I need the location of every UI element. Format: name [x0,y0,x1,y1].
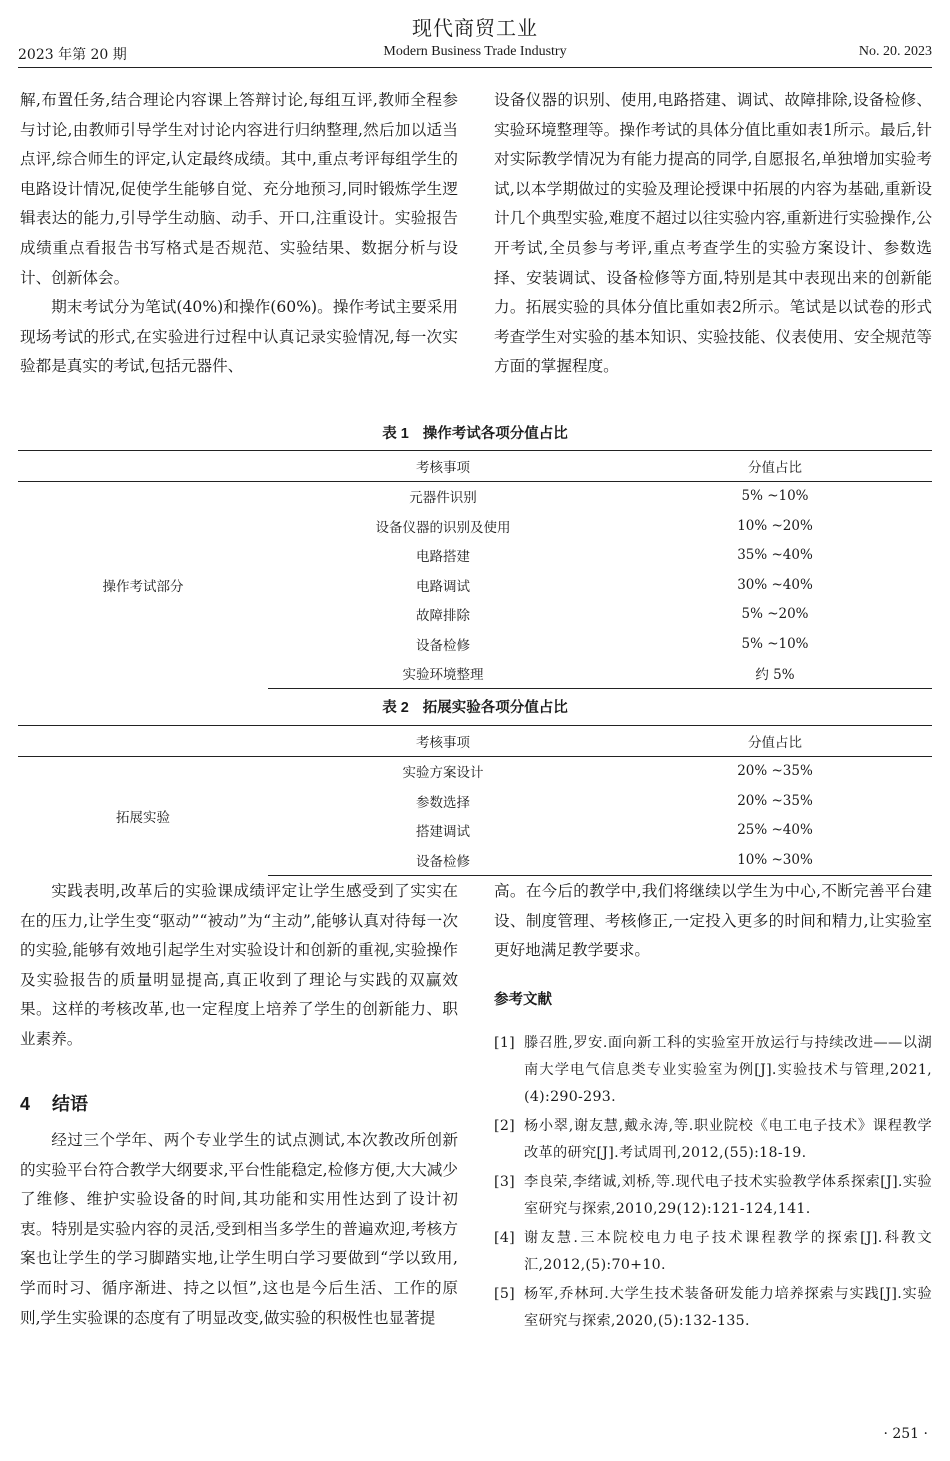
top-right-column [494,86,932,382]
table-cell-item: 元器件识别 [409,490,477,507]
reference-text: 杨小翠,谢友慧,戴永涛,等.职业院校《电工电子技术》课程教学改革的研究[J].考试周刊,2012,(55):18-19. [524,1118,932,1161]
table-cell-share: 10% ~20% [737,517,813,534]
paragraph: 设备仪器的识别、使用,电路搭建、调试、故障排除,设备检修、实验环境整理等。操作考试的具体分值比重如表1所示。最后,针对实际教学情况为有能力提高的同学,自愿报名,单独增加实验考试,以本学期做过的实验及理论授课中拓展的内容为基础,重新设计几个典型实验,难度不超过以往实验内容,重新进行实验操作,公开考试,全员参与考评,重点考查学生的实验方案设计、参数选择、安装调试、设备检修等方面,特别是其中表现出来的创新能力。拓展实验的具体分值比重如表2所示。笔试是以试卷的形式考查学生对实验的基本知识、实验技能、仪表使用、安全规范等方面的掌握程度。 [494,91,932,376]
table-group-label: 拓展实验 [116,809,170,826]
reference-number: [5] [494,1286,515,1302]
table-cell-share: 35% ~40% [737,547,813,564]
paragraph: 解,布置任务,结合理论内容课上答辩讨论,每组互评,教师全程参与讨论,由教师引导学生对讨论内容进行归纳整理,然后加以适当点评,综合师生的评定,认定最终成绩。其中,重点考评每组学生的电路设计情况,促使学生能够自觉、充分地预习,同时锻炼学生逻辑表达的能力,引导学生动脑、动手、开口,注重设计。实验报告成绩重点看报告书写格式是否规范、实验结果、数据分析与设计、创新体会。 [20,91,458,287]
table-header-item: 考核事项 [268,451,618,482]
table-cell-share: 30% ~40% [737,576,813,593]
journal-title-cn: 现代商贸工业 [412,16,538,40]
table-cell-share: 20% ~35% [737,763,813,780]
paragraph: 期末考试分为笔试(40%)和操作(60%)。操作考试主要采用现场考试的形式,在实验进行过程中认真记录实验情况,每一次实验都是真实的考试,包括元器件、 [20,298,458,376]
issue-label-cn: 2023 年第 20 期 [18,47,127,63]
references-list [494,1030,932,1337]
reference-text: 滕召胜,罗安.面向新工科的实验室开放运行与持续改进——以湖南大学电气信息类专业实验室为例[J].实验技术与管理,2021,(4):290-293. [524,1035,932,1105]
table-cell-item: 搭建调试 [416,824,470,841]
reference-number: [4] [494,1230,515,1246]
table-cell-item: 电路搭建 [416,549,470,566]
table-cell-item: 参数选择 [416,794,470,811]
table-cell-share: 5% ~10% [741,488,809,505]
table-cell-share: 5% ~10% [741,635,809,652]
table2-caption [0,696,950,717]
table-cell-item: 实验环境整理 [268,659,618,689]
table1-title: 操作考试各项分值占比 [422,426,568,442]
table-header-blank [18,451,268,482]
table-cell-item: 设备仪器的识别及使用 [375,519,511,536]
table-cell-share: 10% ~30% [618,845,932,875]
page-number: · 251 · [883,1426,928,1442]
bottom-left-column [20,877,458,1055]
table-cell-item: 故障排除 [416,608,470,625]
table2 [18,725,932,876]
table-header-item: 考核事项 [268,726,618,757]
reference-item [494,1113,932,1167]
section-number: 4 [20,1094,31,1114]
reference-number: [2] [494,1118,515,1134]
reference-item [494,1225,932,1279]
paragraph: 实践表明,改革后的实验课成绩评定让学生感受到了实实在在的压力,让学生变“驱动”“被动”为“主动”,能够认真对待每一次的实验,能够有效地引起学生对实验设计和创新的重视,实验操作及实验报告的质量明显提高,真正收到了理论与实践的双赢效果。这样的考核改革,也一定程度上培养了学生的创新能力、职业素养。 [20,882,458,1048]
issue-label-en: No. 20. 2023 [858,44,932,59]
reference-number: [3] [494,1174,515,1190]
reference-text: 杨军,乔林珂.大学生技术装备研发能力培养探索与实践[J].实验室研究与探索,2020,(5):132-135. [524,1286,932,1329]
table2-title: 拓展实验各项分值占比 [422,700,568,716]
reference-text: 谢友慧.三本院校电力电子技术课程教学的探索[J].科教文汇,2012,(5):70+10. [524,1230,932,1273]
bottom-right-column [494,877,932,966]
header-rule [18,67,932,68]
reference-text: 李良荣,李绪诚,刘桥,等.现代电子技术实验教学体系探索[J].实验室研究与探索,2010,29(12):121-124,141. [524,1174,932,1217]
table-header-blank [18,726,268,757]
table-cell-share: 约 5% [618,659,932,689]
table-cell-share: 5% ~20% [741,606,809,623]
paragraph: 高。在今后的教学中,我们将继续以学生为中心,不断完善平台建设、制度管理、考核修正,一定投入更多的时间和精力,让实验室更好地满足教学要求。 [494,882,932,960]
table-cell-share: 20% ~35% [737,792,813,809]
table2-number: 表 2 [382,700,409,716]
table-header-share: 分值占比 [618,726,932,757]
reference-item [494,1030,932,1111]
top-left-column [20,86,458,382]
table1-caption [0,422,950,443]
journal-title-en: Modern Business Trade Industry [383,44,567,59]
table-cell-item: 实验方案设计 [402,765,484,782]
table1-number: 表 1 [382,426,409,442]
table-cell-item: 设备检修 [268,845,618,875]
section-title: 结语 [52,1094,89,1114]
table-cell-item: 电路调试 [416,578,470,595]
table-group-label: 操作考试部分 [102,579,184,595]
table-cell-item: 设备检修 [416,637,470,654]
conclusion-column [20,1126,458,1333]
reference-item [494,1169,932,1223]
paragraph: 经过三个学年、两个专业学生的试点测试,本次教改所创新的实验平台符合教学大纲要求,平台性能稳定,检修方便,大大减少了维修、维护实验设备的时间,其功能和实用性达到了设计初衷。特别是实验内容的灵活,受到相当多学生的普遍欢迎,考核方案也让学生的学习脚踏实地,让学生明白学习要做到“学以致用,学而时习、循序渐进、持之以恒”,这也是今后生活、工作的原则,学生实验课的态度有了明显改变,做实验的积极性也显著提 [20,1131,458,1327]
table-header-share: 分值占比 [618,451,932,482]
references-title: 参考文献 [494,992,552,1008]
reference-number: [1] [494,1035,515,1051]
section-heading [20,1090,88,1116]
reference-item [494,1281,932,1335]
table-cell-share: 25% ~40% [737,822,813,839]
table1 [18,450,932,689]
